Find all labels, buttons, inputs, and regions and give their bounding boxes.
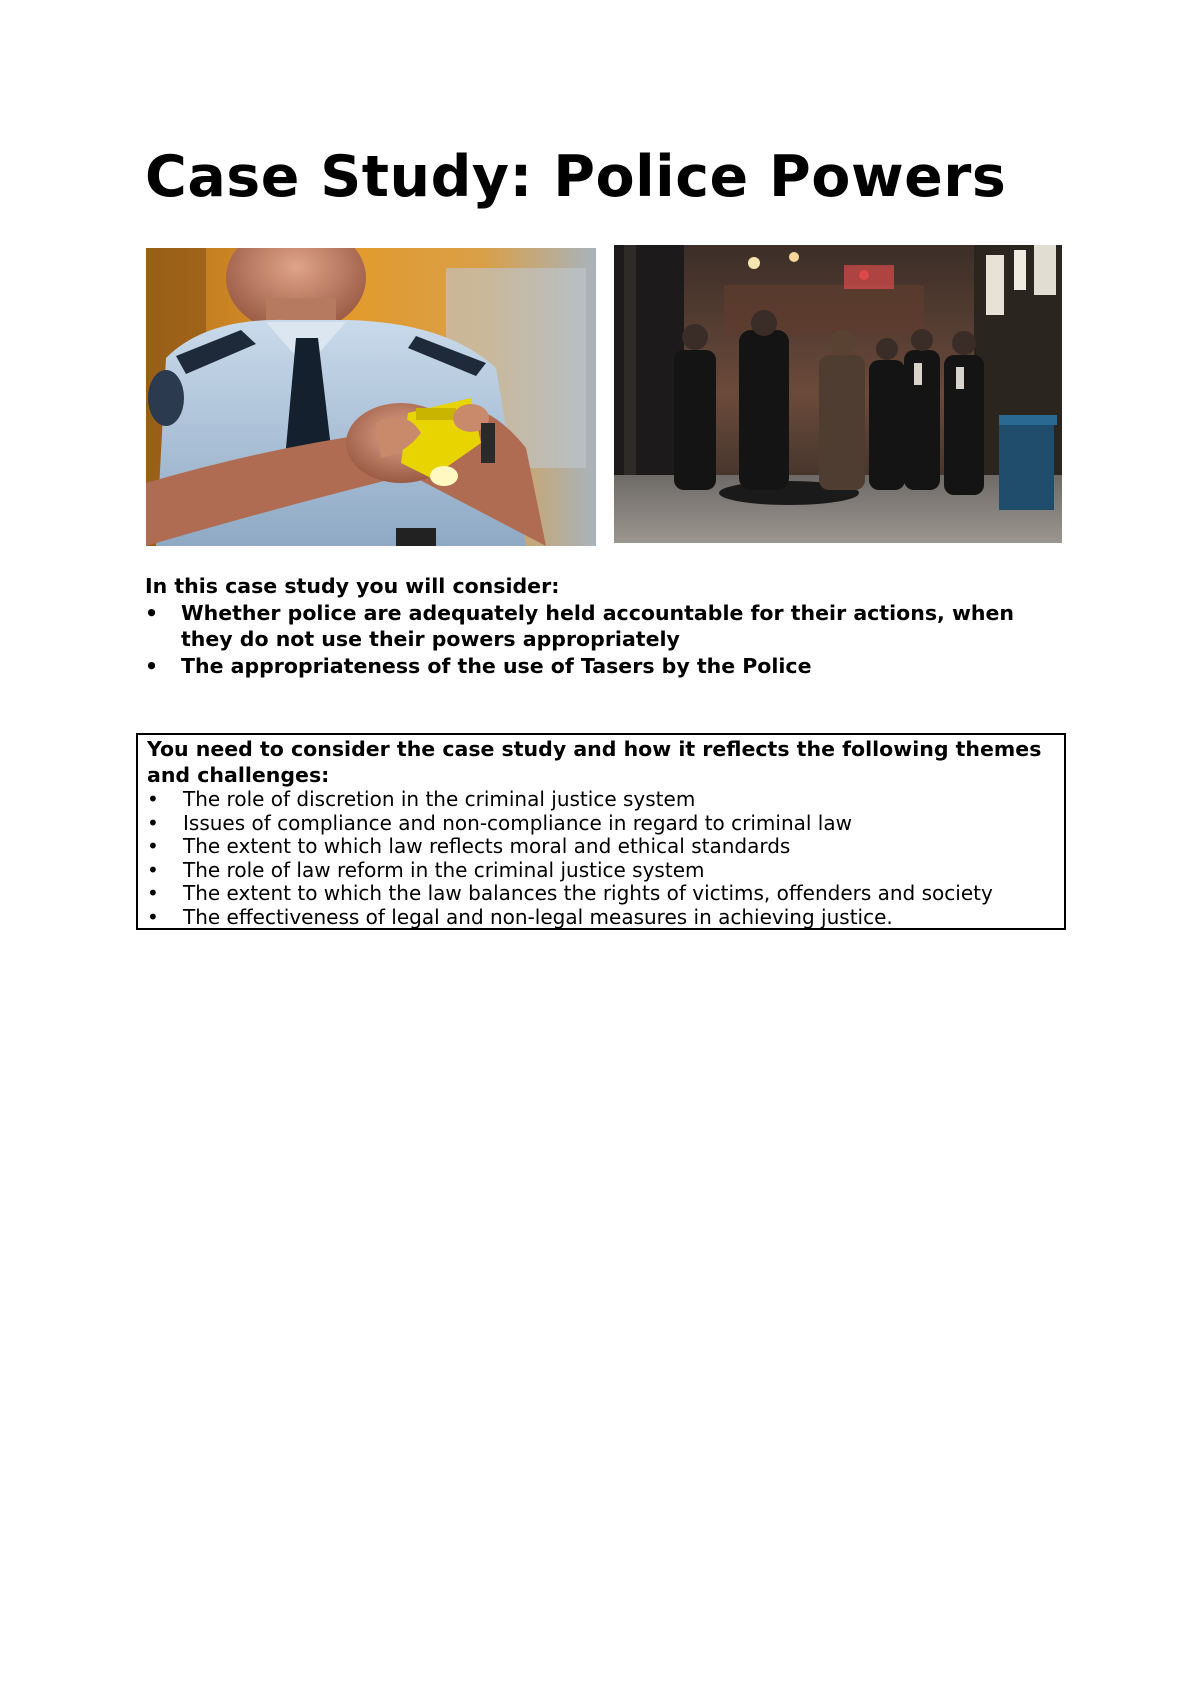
intro-list: [145, 600, 1045, 679]
officer-taser-photo: [146, 248, 596, 546]
themes-box: [136, 733, 1066, 930]
theme-item-text: The role of law reform in the criminal justice system: [183, 857, 705, 882]
bullet-icon: •: [145, 601, 159, 625]
theme-item-text: Issues of compliance and non-compliance in regard to criminal law: [183, 810, 852, 835]
theme-list-item: [147, 812, 1056, 836]
theme-item-text: The extent to which the law balances the rights of victims, offenders and society: [183, 881, 993, 905]
bullet-icon: •: [147, 787, 159, 811]
theme-list-item: [147, 906, 1056, 930]
theme-list-item: [147, 859, 1056, 883]
intro-heading: In this case study you will consider:: [145, 574, 560, 598]
bullet-icon: •: [145, 654, 159, 678]
intro-list-item: [145, 600, 1045, 652]
intro-item-text: The appropriateness of the use of Tasers by the Police: [181, 654, 812, 678]
theme-item-text: The effectiveness of legal and non-legal measures in achieving justice.: [183, 904, 893, 929]
theme-list-item: [147, 835, 1056, 859]
intro-list-item: [145, 653, 1045, 679]
night-street-photo: [614, 245, 1062, 543]
theme-list-item: [147, 882, 1056, 906]
themes-heading: You need to consider the case study and how it reflects the following themes and challenges:: [147, 737, 1042, 787]
intro-item-text: Whether police are adequately held accountable for their actions, when they do not use their powers appropriately: [181, 601, 1014, 651]
theme-item-text: The extent to which law reflects moral and ethical standards: [183, 834, 791, 858]
bullet-icon: •: [147, 834, 159, 858]
themes-list: [147, 788, 1056, 929]
bullet-icon: •: [147, 881, 159, 905]
bullet-icon: •: [147, 904, 159, 929]
theme-list-item: [147, 788, 1056, 812]
intro-section: [145, 573, 1045, 679]
bullet-icon: •: [147, 857, 159, 882]
bullet-icon: •: [147, 810, 159, 835]
theme-item-text: The role of discretion in the criminal justice system: [183, 787, 696, 811]
page-title: Case Study: Police Powers: [145, 144, 1007, 210]
